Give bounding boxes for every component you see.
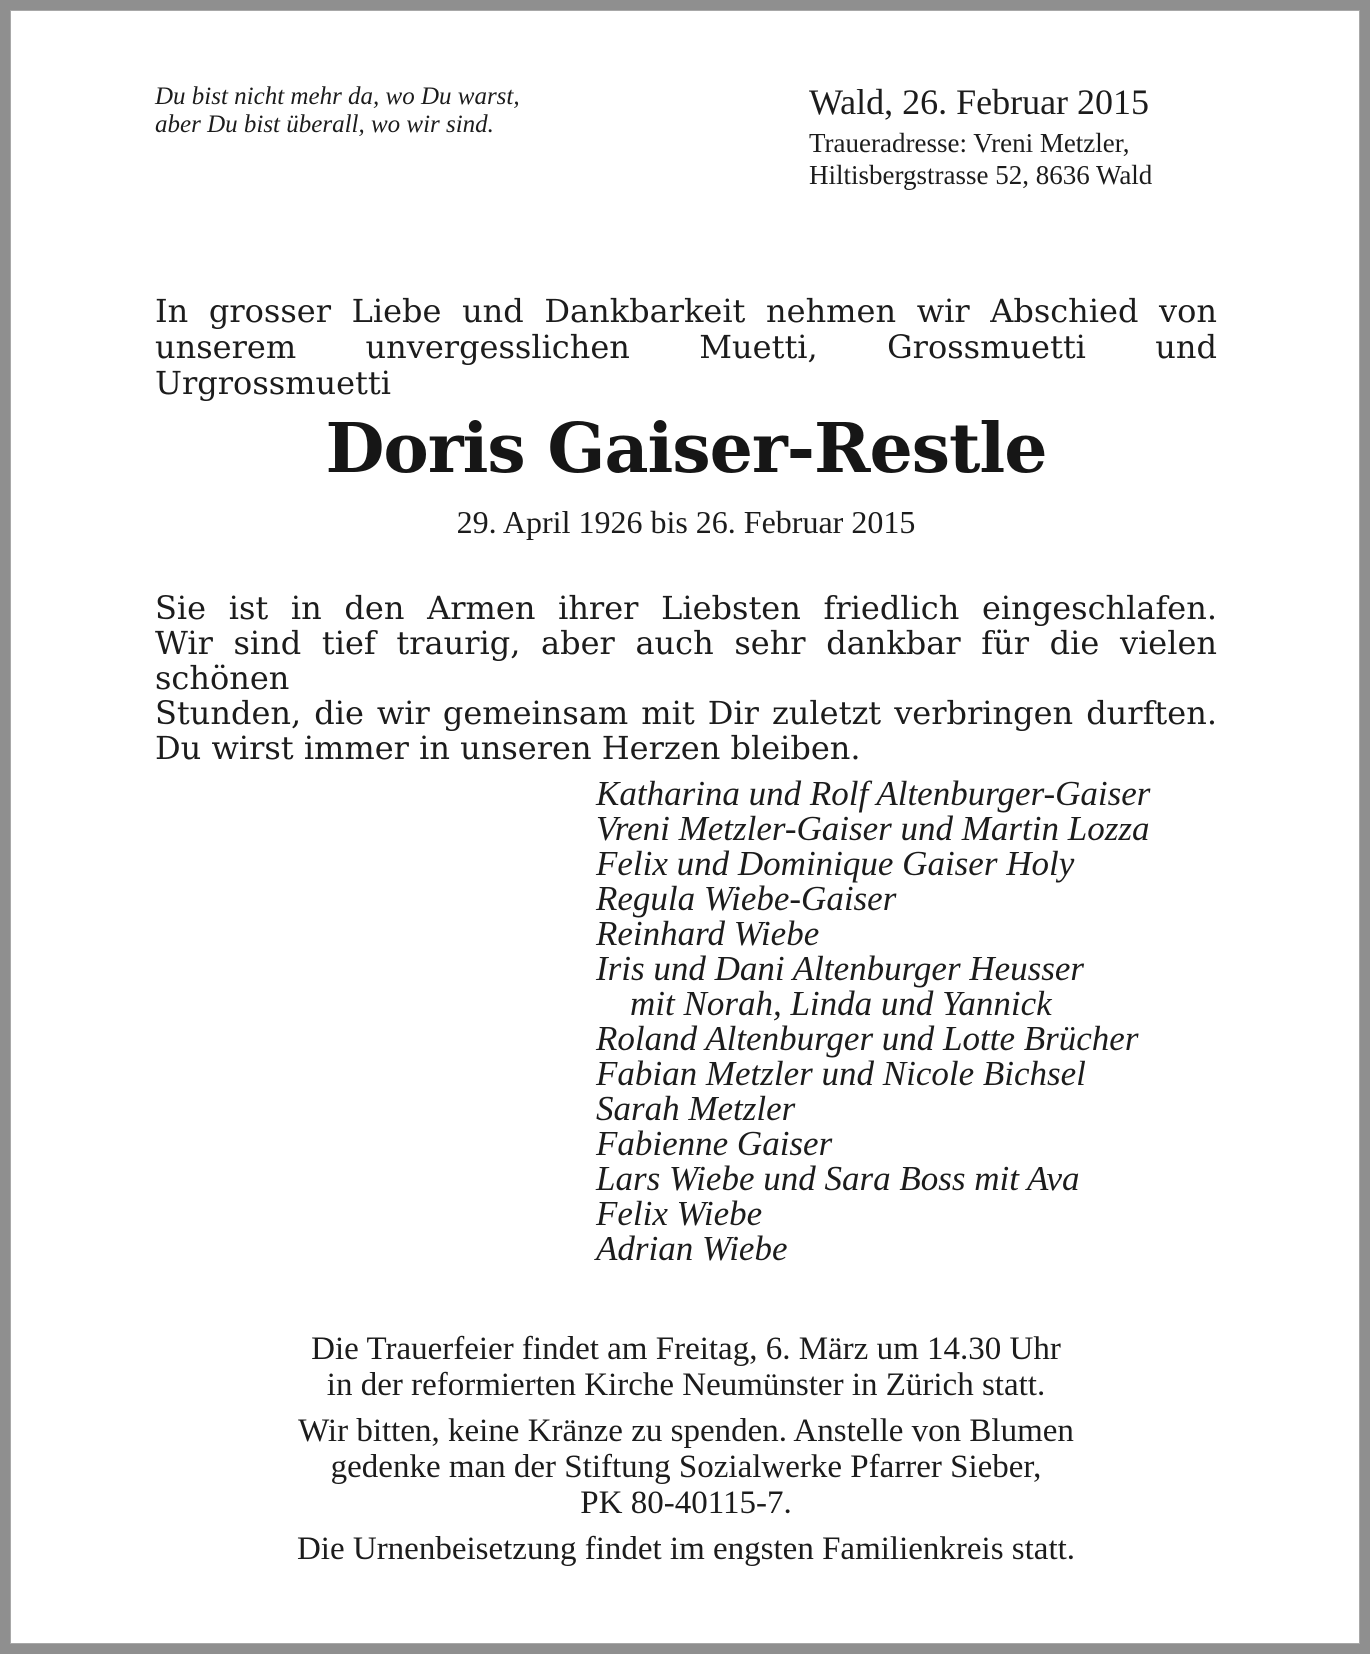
intro-line: unserem unvergesslichen Muetti, Grossmuetti und Urgrossmuetti: [155, 328, 1217, 402]
mourner-entry: Vreni Metzler-Gaiser und Martin Lozza: [596, 809, 1150, 848]
notice-line: Wir bitten, keine Kränze zu spenden. Anstelle von Blumen: [298, 1413, 1074, 1449]
mourner-entry: Katharina und Rolf Altenburger-Gaiser: [596, 774, 1151, 813]
notice-line: gedenke man der Stiftung Sozialwerke Pfarrer Sieber,: [330, 1449, 1042, 1485]
mourner-entry: Fabienne Gaiser: [596, 1124, 833, 1163]
ceremony-notice: [11, 1331, 1361, 1403]
notice-line: Die Urnenbeisetzung findet im engsten Familienkreis statt.: [296, 1531, 1076, 1567]
obituary-page: [10, 10, 1360, 1644]
mourners-list: [596, 776, 1150, 1266]
motto-line: Du bist nicht mehr da, wo Du warst,: [155, 83, 520, 110]
motto-line: aber Du bist überall, wo wir sind.: [155, 111, 494, 138]
donation-notice: [11, 1413, 1361, 1521]
life-dates: 29. April 1926 bis 26. Februar 2015: [456, 504, 916, 540]
deceased-name: Doris Gaiser-Restle: [325, 409, 1047, 489]
funeral-notices: [11, 1331, 1361, 1577]
mourner-entry: Regula Wiebe-Gaiser: [596, 879, 897, 918]
mourning-address-line: Traueradresse: Vreni Metzler,: [809, 128, 1130, 158]
mourner-entry: Felix und Dominique Gaiser Holy: [596, 844, 1075, 883]
mourner-entry: mit Norah, Linda und Yannick: [630, 984, 1052, 1023]
mourner-entry: Adrian Wiebe: [596, 1229, 788, 1268]
mourner-entry: Sarah Metzler: [596, 1089, 796, 1128]
mourner-entry: Reinhard Wiebe: [596, 914, 820, 953]
mourner-entry: Fabian Metzler und Nicole Bichsel: [596, 1054, 1086, 1093]
condolence-message: [155, 591, 1217, 766]
mourner-entry: Roland Altenburger und Lotte Brücher: [596, 1019, 1139, 1058]
notice-line: Die Trauerfeier findet am Freitag, 6. März um 14.30 Uhr: [311, 1331, 1061, 1367]
message-line: Du wirst immer in unseren Herzen bleiben.: [155, 729, 861, 767]
message-line: Stunden, die wir gemeinsam mit Dir zuletzt verbringen durften.: [155, 694, 1217, 732]
mourning-address-line: Hiltisbergstrasse 52, 8636 Wald: [809, 160, 1153, 190]
burial-notice: [11, 1531, 1361, 1567]
message-line: Wir sind tief traurig, aber auch sehr dankbar für die vielen schönen: [155, 624, 1217, 697]
motto-quote: [155, 83, 520, 139]
farewell-intro: [155, 293, 1217, 401]
mourner-entry: Felix Wiebe: [596, 1194, 763, 1233]
mourner-entry: Iris und Dani Altenburger Heusser: [596, 949, 1085, 988]
notice-line: in der reformierten Kirche Neumünster in Zürich statt.: [326, 1367, 1046, 1403]
header-block: [809, 81, 1152, 191]
notice-line: PK 80-40115-7.: [580, 1485, 792, 1521]
mourner-entry: Lars Wiebe und Sara Boss mit Ava: [596, 1159, 1080, 1198]
intro-line: In grosser Liebe und Dankbarkeit nehmen wir Abschied von: [155, 292, 1217, 330]
message-line: Sie ist in den Armen ihrer Liebsten friedlich eingeschlafen.: [155, 589, 1217, 627]
place-date: Wald, 26. Februar 2015: [809, 82, 1150, 122]
